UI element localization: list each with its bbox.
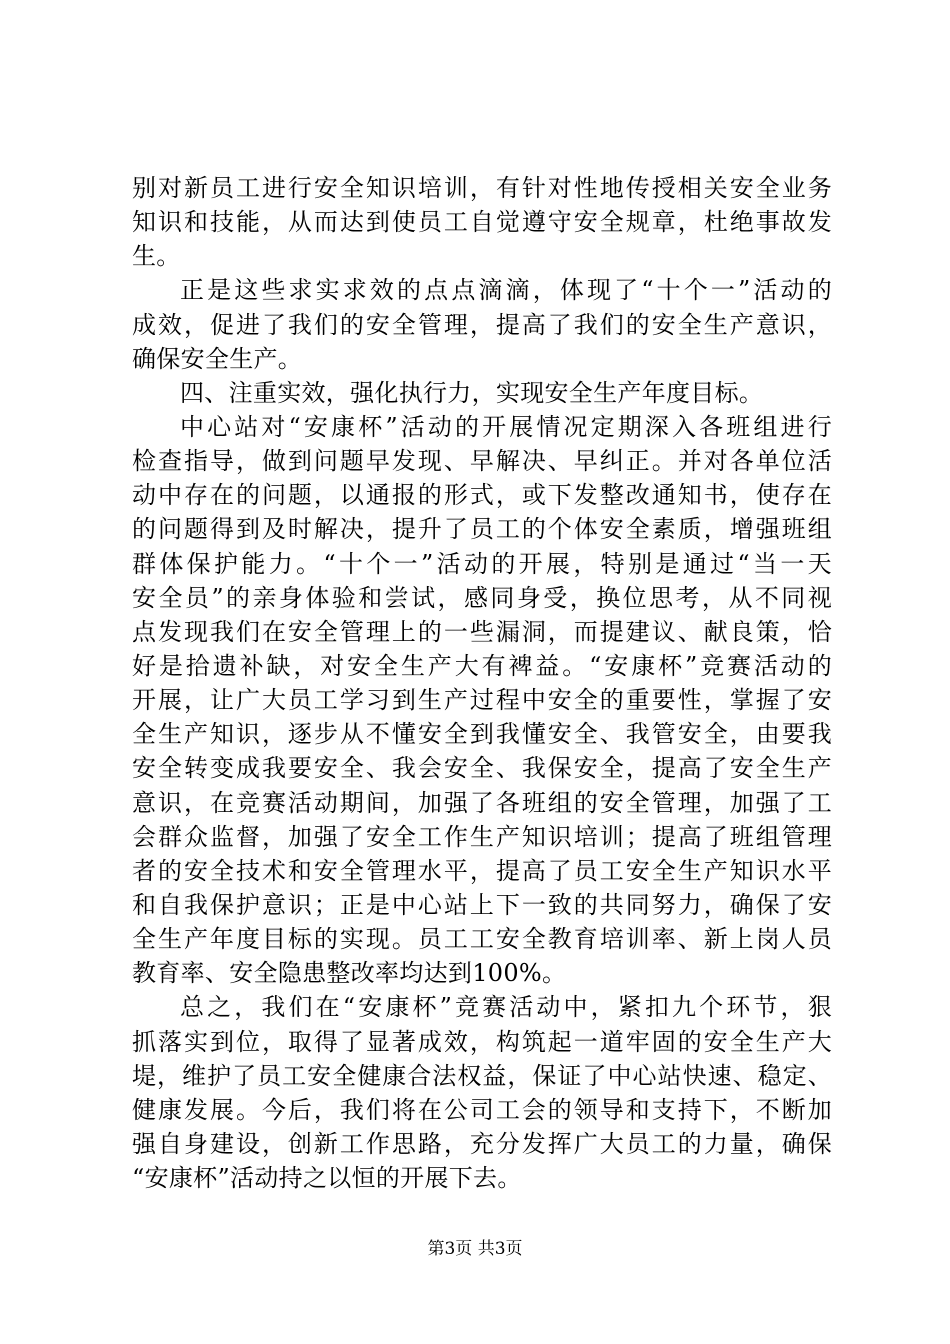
text-line: 会群众监督，加强了安全工作生产知识培训；提高了班组管理 [132, 822, 832, 851]
text-line: 强自身建设，创新工作思路，充分发挥广大员工的力量，确保 [132, 1129, 832, 1158]
text-line: 成效，促进了我们的安全管理，提高了我们的安全生产意识， [132, 310, 832, 339]
text-line: 群体保护能力。“十个一”活动的开展，特别是通过“当一天 [132, 549, 832, 578]
document-body [132, 171, 832, 1195]
text-line: 知识和技能，从而达到使员工自觉遵守安全规章，杜绝事故发 [132, 208, 832, 237]
text-line: 检查指导，做到问题早发现、早解决、早纠正。并对各单位活 [132, 447, 832, 476]
paragraph-first-line: 正是这些求实求效的点点滴滴，体现了“十个一”活动的 [180, 276, 832, 305]
paragraph-first-line: 总之，我们在“安康杯”竞赛活动中，紧扣九个环节，狠 [180, 993, 832, 1022]
text-line: 开展，让广大员工学习到生产过程中安全的重要性，掌握了安 [132, 686, 832, 715]
paragraph-first-line: 中心站对“安康杯”活动的开展情况定期深入各班组进行 [180, 412, 832, 441]
text-line: 教育率、安全隐患整改率均达到100%。 [132, 959, 567, 988]
text-line: 的问题得到及时解决，提升了员工的个体安全素质，增强班组 [132, 515, 832, 544]
text-line: 和自我保护意识；正是中心站上下一致的共同努力，确保了安 [132, 890, 832, 919]
text-line: “安康杯”活动持之以恒的开展下去。 [132, 1164, 522, 1193]
text-line: 安全员”的亲身体验和尝试，感同身受，换位思考，从不同视 [132, 583, 832, 612]
text-line: 安全转变成我要安全、我会安全、我保安全，提高了安全生产 [132, 754, 832, 783]
text-line: 抓落实到位，取得了显著成效，构筑起一道牢固的安全生产大 [132, 1027, 832, 1056]
page-number-footer: 第3页 共3页 [427, 1239, 523, 1259]
text-line: 生。 [132, 242, 181, 271]
text-line: 确保安全生产。 [132, 344, 303, 373]
section-heading: 四、注重实效，强化执行力，实现安全生产年度目标。 [180, 378, 764, 407]
text-line: 动中存在的问题，以通报的形式，或下发整改通知书，使存在 [132, 481, 832, 510]
text-line: 意识，在竞赛活动期间，加强了各班组的安全管理，加强了工 [132, 788, 832, 817]
text-line: 者的安全技术和安全管理水平，提高了员工安全生产知识水平 [132, 856, 832, 885]
text-line: 全生产年度目标的实现。员工工安全教育培训率、新上岗人员 [132, 925, 832, 954]
text-line: 健康发展。今后，我们将在公司工会的领导和支持下，不断加 [132, 1095, 832, 1124]
text-line: 点发现我们在安全管理上的一些漏洞，而提建议、献良策，恰 [132, 617, 832, 646]
text-line: 堤，维护了员工安全健康合法权益，保证了中心站快速、稳定、 [132, 1061, 832, 1090]
text-line: 别对新员工进行安全知识培训，有针对性地传授相关安全业务 [132, 174, 832, 202]
text-line: 好是拾遗补缺，对安全生产大有裨益。“安康杯”竞赛活动的 [132, 651, 832, 680]
text-line: 全生产知识，逐步从不懂安全到我懂安全、我管安全，由要我 [132, 720, 832, 749]
